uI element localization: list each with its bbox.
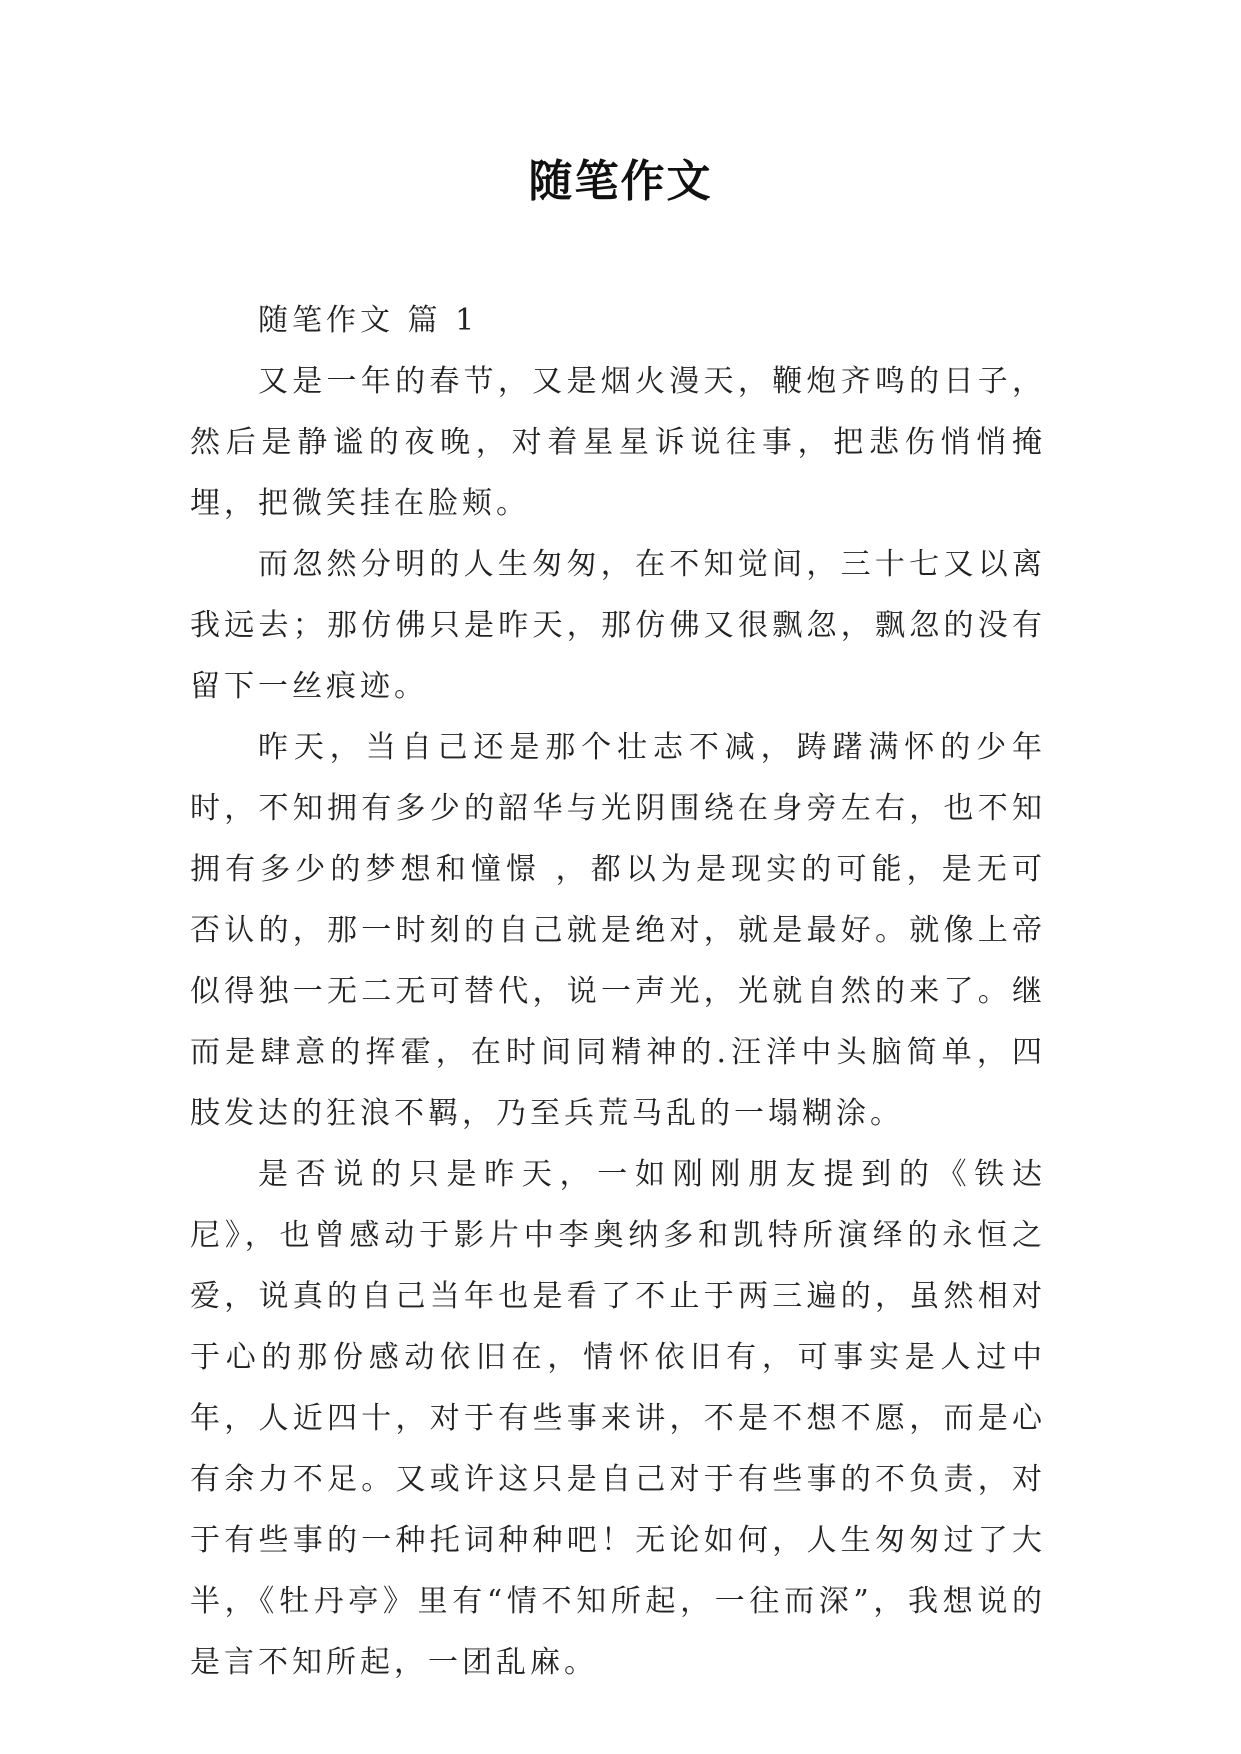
paragraph-4: 是否说的只是昨天，一如刚刚朋友提到的《铁达尼》，也曾感动于影片中李奥纳多和凯特所演绎的永恒之爱，说真的自己当年也是看了不止于两三遍的，虽然相对于心的那份感动依旧在，情怀依旧有，可事实是人过中年，人近四十，对于有些事来讲，不是不想不愿，而是心有余力不足。又或许这只是自己对于有些事的不负责，对于有些事的一种托词种种吧！无论如何，人生匆匆过了大半，《牡丹亭》里有“情不知所起，一往而深”，我想说的是言不知所起，一团乱麻。 (190, 1157, 1046, 1680)
section-heading: 随笔作文 篇 1 (258, 303, 479, 338)
document-body (190, 290, 1046, 1693)
document-title: 随笔作文 (528, 156, 713, 207)
paragraph-2: 而忽然分明的人生匆匆，在不知觉间，三十七又以离我远去；那仿佛只是昨天，那仿佛又很飘忽，飘忽的没有留下一丝痕迹。 (190, 547, 1046, 704)
paragraph-3: 昨天，当自己还是那个壮志不减，踌躇满怀的少年时，不知拥有多少的韶华与光阴围绕在身旁左右，也不知拥有多少的梦想和憧憬 ，都以为是现实的可能，是无可否认的，那一时刻的自己就是绝对，就是最好。就像上帝似得独一无二无可替代，说一声光，光就自然的来了。继而是肆意的挥霍，在时间同精神的.汪洋中头脑简单，四肢发达的狂浪不羁，乃至兵荒马乱的一塌糊涂。 (190, 730, 1046, 1131)
paragraph-1: 又是一年的春节，又是烟火漫天，鞭炮齐鸣的日子，然后是静谧的夜晚，对着星星诉说往事，把悲伤悄悄掩埋，把微笑挂在脸颊。 (190, 364, 1046, 521)
